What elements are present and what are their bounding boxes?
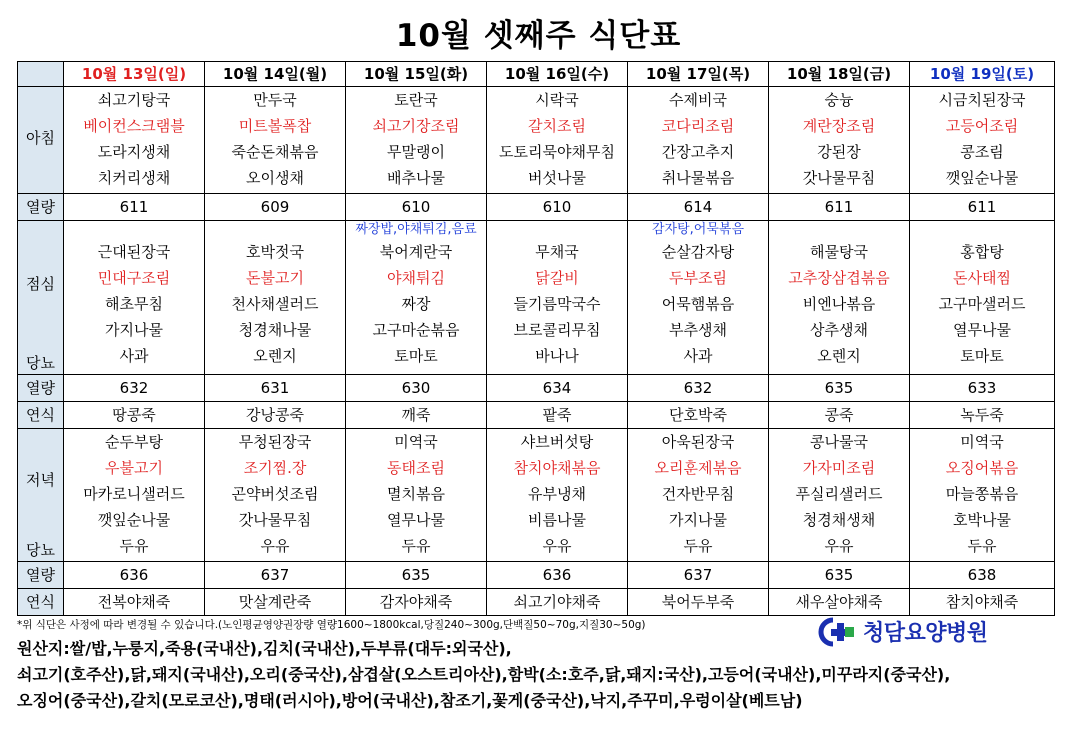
- snack-label: 연식: [18, 402, 64, 429]
- breakfast-calories: 611: [910, 194, 1055, 221]
- dinner-item: 무청된장국: [238, 433, 312, 451]
- breakfast-item: 숭늉: [824, 91, 854, 109]
- dinner-item: 우유: [824, 537, 854, 555]
- calories-label: 열량: [18, 562, 64, 589]
- meal-table: [17, 61, 1055, 616]
- dinner-item: 건자반무침: [661, 485, 735, 503]
- nutrition-footnote: *위 식단은 사정에 따라 변경될 수 있습니다.(노인평균영양권장량 열량1600~1800kcal,당질240~300g,단백질50~70g,지질30~50g): [17, 619, 646, 631]
- day-header: 10월 19일(토): [910, 62, 1055, 87]
- lunch-cell: [346, 221, 487, 375]
- lunch-snack: 땅콩죽: [64, 402, 205, 429]
- lunch-snack: 깨죽: [346, 402, 487, 429]
- dinner-item: 멸치볶음: [387, 485, 445, 503]
- dinner-item: 호박나물: [953, 511, 1011, 529]
- lunch-snack: 녹두죽: [910, 402, 1055, 429]
- lunch-item: 호박젓국: [246, 243, 304, 261]
- lunch-label: 점심: [26, 275, 55, 293]
- dinner-item: 푸실리샐러드: [795, 485, 883, 503]
- lunch-item: 무채국: [535, 243, 579, 261]
- day-header: 10월 14일(월): [205, 62, 346, 87]
- breakfast-item: 콩조림: [960, 143, 1004, 161]
- lunch-special-note: [64, 221, 204, 239]
- day-header: 10월 18일(금): [769, 62, 910, 87]
- lunch-item: 토마토: [960, 347, 1004, 365]
- dinner-item: 두유: [967, 537, 997, 555]
- dinner-item: 동태조림: [387, 459, 445, 477]
- dinner-cell: [628, 429, 769, 562]
- dinner-cell: [910, 429, 1055, 562]
- lunch-cell: [487, 221, 628, 375]
- origin-line: 쇠고기(호주산),닭,돼지(국내산),오리(중국산),삼겹살(오스트리아산),함박(소:호주,닭,돼지:국산),고등어(국내산),미꾸라지(중국산),: [17, 665, 951, 684]
- breakfast-cell: [64, 87, 205, 194]
- breakfast-item: 깻잎순나물: [945, 169, 1019, 187]
- breakfast-item: 쇠고기탕국: [97, 91, 171, 109]
- dinner-item: 우불고기: [105, 459, 163, 477]
- lunch-snack: 단호박죽: [628, 402, 769, 429]
- lunch-item: 열무나물: [953, 321, 1011, 339]
- dinner-calories: 637: [205, 562, 346, 589]
- breakfast-cell: [205, 87, 346, 194]
- dinner-cell: [769, 429, 910, 562]
- calories-label: 열량: [18, 375, 64, 402]
- breakfast-item: 배추나물: [387, 169, 445, 187]
- dinner-item: 순두부탕: [105, 433, 163, 451]
- lunch-item: 야채튀김: [387, 269, 445, 287]
- page-title: 10월 셋째주 식단표: [395, 18, 682, 54]
- dinner-item: 깻잎순나물: [97, 511, 171, 529]
- lunch-cell: [769, 221, 910, 375]
- breakfast-item: 갓나물무침: [802, 169, 876, 187]
- lunch-cell: [910, 221, 1055, 375]
- breakfast-item: 버섯나물: [528, 169, 586, 187]
- lunch-item: 돈사태찜: [953, 269, 1011, 287]
- lunch-item: 고구마샐러드: [938, 295, 1026, 313]
- dinner-snack: 감자야채죽: [346, 589, 487, 616]
- dinner-item: 마늘쫑볶음: [945, 485, 1019, 503]
- breakfast-item: 도토리묵야채무침: [499, 143, 615, 161]
- dinner-calories: 635: [769, 562, 910, 589]
- dinner-calories: 638: [910, 562, 1055, 589]
- dinner-item: 청경채생채: [802, 511, 876, 529]
- dinner-calories: 637: [628, 562, 769, 589]
- breakfast-item: 죽순돈채볶음: [231, 143, 319, 161]
- breakfast-item: 미트볼폭찹: [238, 117, 312, 135]
- dinner-item: 비름나물: [528, 511, 586, 529]
- breakfast-item: 수제비국: [669, 91, 727, 109]
- dinner-cell: [487, 429, 628, 562]
- lunch-item: 사과: [119, 347, 149, 365]
- dinner-item: 아욱된장국: [661, 433, 735, 451]
- lunch-item: 돈불고기: [246, 269, 304, 287]
- corner-cell: [18, 62, 64, 87]
- dinner-cell: [346, 429, 487, 562]
- dinner-item: 두유: [401, 537, 431, 555]
- breakfast-item: 무말랭이: [387, 143, 445, 161]
- breakfast-item: 시락국: [535, 91, 579, 109]
- breakfast-item: 강된장: [817, 143, 861, 161]
- lunch-item: 고구마순볶음: [372, 321, 460, 339]
- lunch-snack: 강낭콩죽: [205, 402, 346, 429]
- day-header: 10월 16일(수): [487, 62, 628, 87]
- dinner-item: 참치야채볶음: [513, 459, 601, 477]
- dinner-item: 우유: [542, 537, 572, 555]
- dinner-diabetes-label: 당뇨: [26, 541, 55, 559]
- breakfast-item: 시금치된장국: [938, 91, 1026, 109]
- breakfast-item: 갈치조림: [528, 117, 586, 135]
- lunch-item: 토마토: [394, 347, 438, 365]
- lunch-special-note: [487, 221, 627, 239]
- hospital-name: 청담요양병원: [863, 621, 988, 646]
- snack-label: 연식: [18, 589, 64, 616]
- dinner-snack: 참치야채죽: [910, 589, 1055, 616]
- lunch-item: 어묵햄볶음: [661, 295, 735, 313]
- dinner-item: 열무나물: [387, 511, 445, 529]
- breakfast-item: 베이컨스크램블: [83, 117, 185, 135]
- lunch-item: 오렌지: [817, 347, 861, 365]
- lunch-item: 순살감자탕: [661, 243, 735, 261]
- breakfast-item: 오이생채: [246, 169, 304, 187]
- lunch-calories: 634: [487, 375, 628, 402]
- lunch-item: 비엔나볶음: [802, 295, 876, 313]
- dinner-item: 샤브버섯탕: [520, 433, 594, 451]
- lunch-calories: 632: [628, 375, 769, 402]
- origin-info: [17, 636, 950, 714]
- calories-label: 열량: [18, 194, 64, 221]
- origin-line: 원산지:쌀/밥,누룽지,죽용(국내산),김치(국내산),두부류(대두:외국산),: [17, 639, 512, 658]
- lunch-special-note: [769, 221, 909, 239]
- day-header: 10월 15일(화): [346, 62, 487, 87]
- lunch-item: 오렌지: [253, 347, 297, 365]
- lunch-cell: [205, 221, 346, 375]
- dinner-item: 곤약버섯조림: [231, 485, 319, 503]
- dinner-item: 조기찜.장: [243, 459, 307, 477]
- lunch-calories: 632: [64, 375, 205, 402]
- lunch-item: 가지나물: [105, 321, 163, 339]
- lunch-diabetes-label: 당뇨: [26, 354, 55, 372]
- dinner-item: 가지나물: [669, 511, 727, 529]
- lunch-cell: [64, 221, 205, 375]
- dinner-label: 저녁: [26, 471, 55, 489]
- dinner-item: 두유: [119, 537, 149, 555]
- dinner-item: 미역국: [394, 433, 438, 451]
- breakfast-item: 취나물볶음: [661, 169, 735, 187]
- dinner-snack: 새우살야채죽: [769, 589, 910, 616]
- lunch-item: 북어계란국: [379, 243, 453, 261]
- breakfast-label: 아침: [26, 129, 55, 147]
- lunch-calories: 633: [910, 375, 1055, 402]
- breakfast-calories: 614: [628, 194, 769, 221]
- lunch-item: 사과: [683, 347, 713, 365]
- dinner-item: 두유: [683, 537, 713, 555]
- breakfast-cell: [487, 87, 628, 194]
- dinner-snack: 전복야채죽: [64, 589, 205, 616]
- dinner-item: 우유: [260, 537, 290, 555]
- dinner-snack: 북어두부죽: [628, 589, 769, 616]
- dinner-item: 미역국: [960, 433, 1004, 451]
- lunch-item: 홍합탕: [960, 243, 1004, 261]
- lunch-calories: 635: [769, 375, 910, 402]
- breakfast-calories: 610: [487, 194, 628, 221]
- dinner-cell: [64, 429, 205, 562]
- lunch-item: 근대된장국: [97, 243, 171, 261]
- lunch-cell: [628, 221, 769, 375]
- lunch-item: 청경채나물: [238, 321, 312, 339]
- origin-line: 오징어(중국산),갈치(모로코산),명태(러시아),방어(국내산),참조기,꽃게(중국산),낙지,주꾸미,우렁이살(베트남): [17, 691, 803, 710]
- breakfast-calories: 611: [64, 194, 205, 221]
- lunch-item: 들기름막국수: [513, 295, 601, 313]
- day-header: 10월 13일(일): [64, 62, 205, 87]
- dinner-calories: 636: [487, 562, 628, 589]
- lunch-item: 바나나: [535, 347, 579, 365]
- breakfast-cell: [346, 87, 487, 194]
- lunch-snack: 팥죽: [487, 402, 628, 429]
- lunch-special-note: 짜장밥,야채튀김,음료: [355, 222, 477, 237]
- dinner-calories: 636: [64, 562, 205, 589]
- lunch-special-note: [910, 221, 1054, 239]
- lunch-item: 해물탕국: [810, 243, 868, 261]
- lunch-item: 짜장: [401, 295, 431, 313]
- breakfast-item: 간장고추지: [661, 143, 735, 161]
- breakfast-item: 만두국: [253, 91, 297, 109]
- breakfast-cell: [628, 87, 769, 194]
- lunch-item: 닭갈비: [535, 269, 579, 287]
- lunch-special-note: 감자탕,어묵볶음: [651, 222, 745, 237]
- breakfast-item: 토란국: [394, 91, 438, 109]
- breakfast-item: 코다리조림: [661, 117, 735, 135]
- breakfast-item: 계란장조림: [802, 117, 876, 135]
- breakfast-item: 고등어조림: [945, 117, 1019, 135]
- lunch-special-note: [205, 221, 345, 239]
- lunch-snack: 콩죽: [769, 402, 910, 429]
- breakfast-item: 치커리생채: [97, 169, 171, 187]
- lunch-item: 해초무침: [105, 295, 163, 313]
- breakfast-cell: [769, 87, 910, 194]
- breakfast-item: 도라지생채: [97, 143, 171, 161]
- dinner-snack: 맛살계란죽: [205, 589, 346, 616]
- day-header: 10월 17일(목): [628, 62, 769, 87]
- lunch-item: 브로콜리무침: [513, 321, 601, 339]
- lunch-item: 민대구조림: [97, 269, 171, 287]
- breakfast-calories: 611: [769, 194, 910, 221]
- lunch-calories: 630: [346, 375, 487, 402]
- dinner-snack: 쇠고기야채죽: [487, 589, 628, 616]
- dinner-item: 가자미조림: [802, 459, 876, 477]
- dinner-label-cell: [18, 429, 64, 562]
- lunch-item: 고추장삼겹볶음: [788, 269, 890, 287]
- dinner-item: 콩나물국: [810, 433, 868, 451]
- dinner-item: 오징어볶음: [945, 459, 1019, 477]
- breakfast-calories: 609: [205, 194, 346, 221]
- dinner-cell: [205, 429, 346, 562]
- lunch-item: 천사채샐러드: [231, 295, 319, 313]
- dinner-calories: 635: [346, 562, 487, 589]
- lunch-item: 두부조림: [669, 269, 727, 287]
- breakfast-item: 쇠고기장조림: [372, 117, 460, 135]
- breakfast-calories: 610: [346, 194, 487, 221]
- breakfast-cell: [910, 87, 1055, 194]
- lunch-item: 부추생채: [669, 321, 727, 339]
- dinner-item: 마카로니샐러드: [83, 485, 185, 503]
- dinner-item: 갓나물무침: [238, 511, 312, 529]
- lunch-calories: 631: [205, 375, 346, 402]
- lunch-item: 상추생채: [810, 321, 868, 339]
- lunch-label-cell: [18, 221, 64, 375]
- breakfast-label-cell: [18, 87, 64, 194]
- dinner-item: 오리훈제볶음: [654, 459, 742, 477]
- dinner-item: 유부냉채: [528, 485, 586, 503]
